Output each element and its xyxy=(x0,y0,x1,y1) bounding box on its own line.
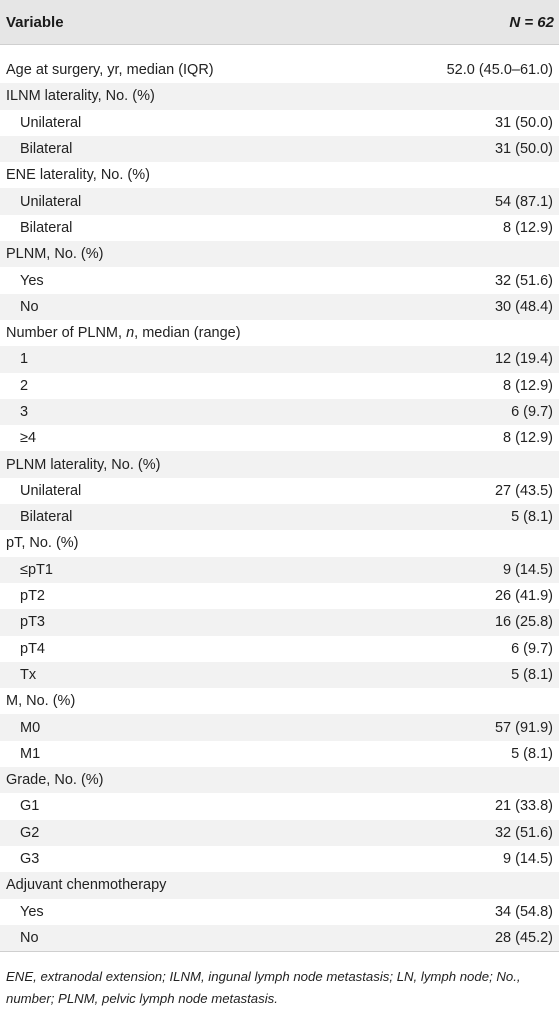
row-value: 34 (54.8) xyxy=(494,903,553,920)
row-label: Number of PLNM, n, median (range) xyxy=(6,325,241,342)
row-value: 32 (51.6) xyxy=(494,272,553,289)
row-label: M0 xyxy=(20,719,41,736)
table-header xyxy=(0,0,559,45)
table-row xyxy=(0,557,559,583)
row-label: Age at surgery, yr, median (IQR) xyxy=(6,62,214,79)
table-row xyxy=(0,188,559,214)
row-label: Tx xyxy=(20,666,37,683)
row-value: 6 (9.7) xyxy=(511,404,553,420)
table-row xyxy=(0,741,559,767)
row-label: Bilateral xyxy=(20,509,73,526)
row-label: pT3 xyxy=(20,614,45,631)
row-label: ≥4 xyxy=(20,430,37,447)
table-row xyxy=(0,530,559,556)
row-label: M1 xyxy=(20,745,41,762)
table-row xyxy=(0,820,559,846)
row-value: 28 (45.2) xyxy=(494,929,553,946)
row-label: No xyxy=(20,298,39,315)
row-label: G3 xyxy=(20,851,40,868)
row-label: 2 xyxy=(20,377,29,394)
table-row xyxy=(0,899,559,925)
row-value: 32 (51.6) xyxy=(494,824,553,841)
row-value: 57 (91.9) xyxy=(494,719,553,736)
row-value: 8 (12.9) xyxy=(503,430,553,447)
row-value: 31 (50.0) xyxy=(494,114,553,131)
row-value: 26 (41.9) xyxy=(494,588,553,605)
table-footnote: ENE, extranodal extension; ILNM, ingunal lymph node metastasis; LN, lymph node; No., number; PLNM, pelvic lymph node metastasis. xyxy=(6,969,521,1007)
row-label: Unilateral xyxy=(20,114,82,131)
table-row xyxy=(0,688,559,714)
table-row xyxy=(0,925,559,951)
row-value: 9 (14.5) xyxy=(503,561,553,578)
row-label: PLNM laterality, No. (%) xyxy=(6,456,161,473)
row-value: 16 (25.8) xyxy=(494,614,553,631)
row-value: 8 (12.9) xyxy=(503,219,553,236)
table-row xyxy=(0,136,559,162)
table-row xyxy=(0,294,559,320)
row-label: 1 xyxy=(20,351,29,368)
table-body xyxy=(0,57,559,951)
table-row xyxy=(0,451,559,477)
table-row xyxy=(0,267,559,293)
table-row xyxy=(0,846,559,872)
row-value: 5 (8.1) xyxy=(511,509,553,526)
row-label: ILNM laterality, No. (%) xyxy=(6,88,155,105)
row-label: No xyxy=(20,929,39,946)
table-row xyxy=(0,609,559,635)
row-label: Unilateral xyxy=(20,193,82,210)
row-label: Yes xyxy=(20,272,44,289)
table-row xyxy=(0,215,559,241)
row-label: Adjuvant chenmotherapy xyxy=(6,877,167,894)
table-row xyxy=(0,425,559,451)
table-row xyxy=(0,320,559,346)
row-value: 27 (43.5) xyxy=(494,482,553,499)
row-value: 6 (9.7) xyxy=(511,640,553,657)
row-label: Bilateral xyxy=(20,141,73,158)
table-row xyxy=(0,583,559,609)
row-value: 21 (33.8) xyxy=(494,798,553,815)
table-row xyxy=(0,714,559,740)
table-row xyxy=(0,478,559,504)
row-label: ENE laterality, No. (%) xyxy=(6,167,150,184)
row-value: 8 (12.9) xyxy=(503,377,553,394)
row-label: Bilateral xyxy=(20,219,73,236)
row-value: 54 (87.1) xyxy=(494,193,553,210)
row-label: Yes xyxy=(20,903,44,920)
table-row xyxy=(0,636,559,662)
table-row xyxy=(0,162,559,188)
header-n: N = 62 xyxy=(509,13,554,31)
row-label: Unilateral xyxy=(20,482,82,499)
row-value: 52.0 (45.0–61.0) xyxy=(446,62,553,79)
row-value: 30 (48.4) xyxy=(494,298,553,315)
header-variable: Variable xyxy=(6,13,64,31)
table-row xyxy=(0,241,559,267)
table-row xyxy=(0,110,559,136)
table-row xyxy=(0,346,559,372)
table-row xyxy=(0,872,559,898)
table-row xyxy=(0,767,559,793)
row-label: Grade, No. (%) xyxy=(6,772,104,789)
table-row xyxy=(0,83,559,109)
table-row xyxy=(0,662,559,688)
row-label: M, No. (%) xyxy=(6,693,76,710)
row-label: 3 xyxy=(20,404,29,420)
row-label: G1 xyxy=(20,798,40,815)
row-value: 5 (8.1) xyxy=(511,666,553,683)
row-value: 12 (19.4) xyxy=(494,351,553,368)
table-row xyxy=(0,399,559,425)
table-row xyxy=(0,373,559,399)
row-label: ≤pT1 xyxy=(20,561,53,578)
table-row xyxy=(0,793,559,819)
row-label: pT, No. (%) xyxy=(6,535,79,552)
row-value: 5 (8.1) xyxy=(511,745,553,762)
row-value: 31 (50.0) xyxy=(494,141,553,158)
row-label: G2 xyxy=(20,824,40,841)
table-row xyxy=(0,57,559,83)
row-label: pT2 xyxy=(20,588,45,605)
row-value: 9 (14.5) xyxy=(503,851,553,868)
table-row xyxy=(0,504,559,530)
row-label: pT4 xyxy=(20,640,45,657)
row-label: PLNM, No. (%) xyxy=(6,246,104,263)
